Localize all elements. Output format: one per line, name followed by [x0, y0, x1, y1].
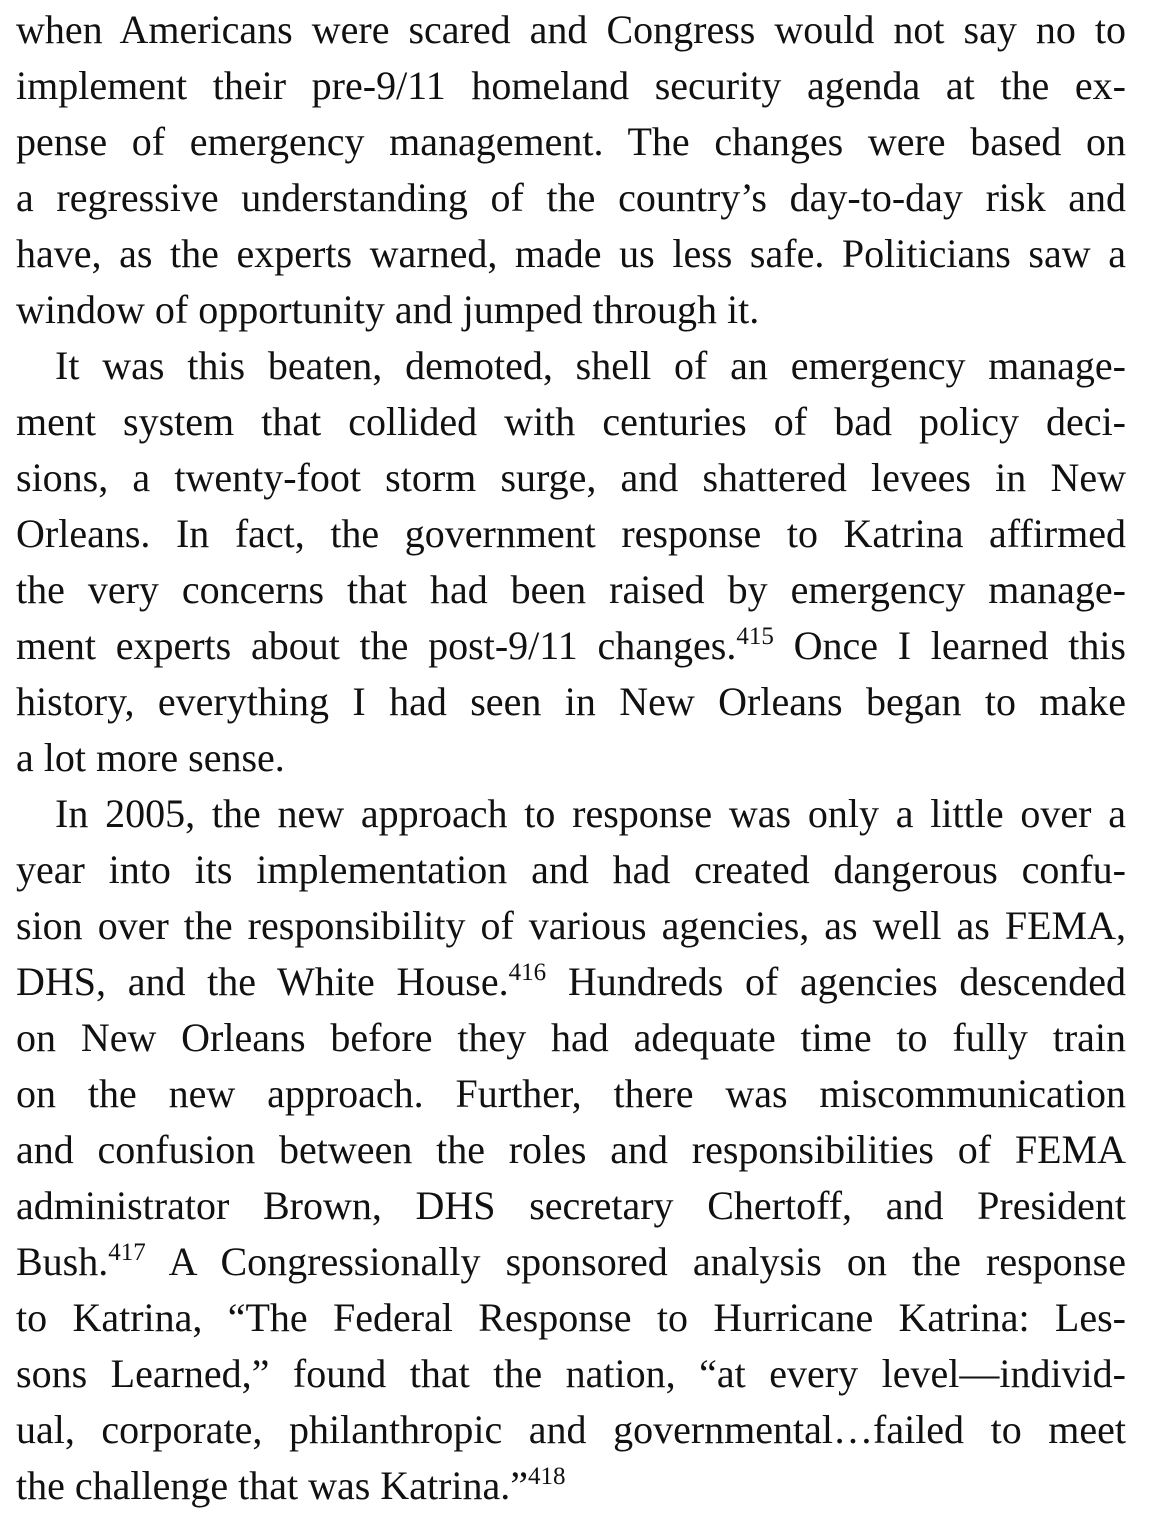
- text-segment: to Katrina, “The Federal Response to Hurricane Katrina: Les-: [16, 1295, 1126, 1340]
- text-line: [16, 114, 1126, 170]
- text-line: [16, 226, 1126, 282]
- text-segment: year into its implementation and had created dangerous confu-: [16, 847, 1126, 892]
- text-segment: window of opportunity and jumped through it.: [16, 287, 760, 332]
- text-line: [16, 674, 1126, 730]
- text-line: [16, 450, 1126, 506]
- text-line: [16, 338, 1126, 394]
- text-segment: when Americans were scared and Congress would not say no to: [16, 7, 1126, 52]
- text-segment: the challenge that was Katrina.”: [16, 1463, 528, 1508]
- text-line: [16, 1178, 1126, 1234]
- text-segment: a lot more sense.: [16, 735, 285, 780]
- text-segment: administrator Brown, DHS secretary Chertoff, and President: [16, 1183, 1126, 1228]
- text-segment: on the new approach. Further, there was miscommunication: [16, 1071, 1126, 1116]
- text-segment: ment system that collided with centuries of bad policy deci-: [16, 399, 1126, 444]
- text-segment: DHS, and the White House.: [16, 959, 509, 1004]
- text-line: [16, 1066, 1126, 1122]
- text-line: [16, 618, 1126, 674]
- text-segment: the very concerns that had been raised by emergency manage-: [16, 567, 1126, 612]
- paragraph: [16, 786, 1126, 1514]
- text-segment: Bush.: [16, 1239, 109, 1284]
- text-segment: ment experts about the post-9/11 changes.: [16, 623, 737, 668]
- text-segment: sions, a twenty-foot storm surge, and shattered levees in New: [16, 455, 1126, 500]
- text-line: [16, 1346, 1126, 1402]
- text-segment: Once I learned this: [773, 623, 1126, 668]
- paragraph: [16, 338, 1126, 786]
- text-segment: sion over the responsibility of various agencies, as well as FEMA,: [16, 903, 1126, 948]
- footnote-reference: 415: [736, 623, 774, 650]
- text-line: [16, 394, 1126, 450]
- text-line: [16, 1010, 1126, 1066]
- text-line: [16, 282, 1126, 338]
- footnote-reference: 418: [528, 1463, 566, 1490]
- text-segment: A Congressionally sponsored analysis on the response: [145, 1239, 1126, 1284]
- text-segment: implement their pre-9/11 homeland security agenda at the ex-: [16, 63, 1126, 108]
- text-segment: ual, corporate, philanthropic and governmental…failed to meet: [16, 1407, 1126, 1452]
- text-segment: Hundreds of agencies descended: [546, 959, 1126, 1004]
- text-line: [16, 170, 1126, 226]
- text-segment: have, as the experts warned, made us less safe. Politicians saw a: [16, 231, 1126, 276]
- text-line: [16, 842, 1126, 898]
- text-segment: sons Learned,” found that the nation, “at every level—individ-: [16, 1351, 1126, 1396]
- text-line: [16, 562, 1126, 618]
- paragraph: [16, 2, 1126, 338]
- footnote-reference: 417: [108, 1239, 146, 1266]
- footnote-reference: 416: [508, 959, 547, 986]
- text-line: [16, 1122, 1126, 1178]
- text-line: [16, 1234, 1126, 1290]
- text-line: [16, 898, 1126, 954]
- text-line: [16, 1290, 1126, 1346]
- text-segment: It was this beaten, demoted, shell of an emergency manage-: [55, 343, 1126, 388]
- text-segment: history, everything I had seen in New Orleans began to make: [16, 679, 1126, 724]
- text-segment: and confusion between the roles and responsibilities of FEMA: [16, 1127, 1126, 1172]
- text-segment: a regressive understanding of the country’s day-to-day risk and: [16, 175, 1126, 220]
- text-line: [16, 954, 1126, 1010]
- text-line: [16, 730, 1126, 786]
- text-line: [16, 1402, 1126, 1458]
- text-line: [16, 2, 1126, 58]
- text-segment: pense of emergency management. The changes were based on: [16, 119, 1126, 164]
- text-line: [16, 786, 1126, 842]
- text-line: [16, 58, 1126, 114]
- text-segment: on New Orleans before they had adequate time to fully train: [16, 1015, 1126, 1060]
- text-line: [16, 1458, 1126, 1514]
- text-segment: Orleans. In fact, the government response to Katrina affirmed: [16, 511, 1126, 556]
- text-segment: In 2005, the new approach to response was only a little over a: [55, 791, 1126, 836]
- text-line: [16, 506, 1126, 562]
